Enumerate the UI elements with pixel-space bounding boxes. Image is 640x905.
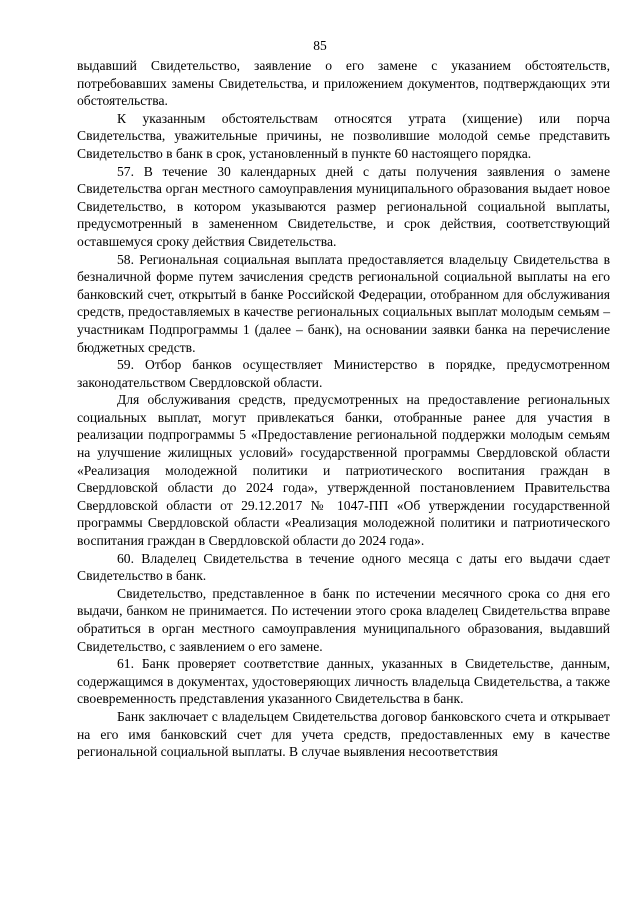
paragraph: Для обслуживания средств, предусмотренных на предоставление региональных социальных выплат, могут привлекаться банки, отобранные ранее для участия в реализации подпрограммы 5 «Предоставление региональной поддержки молодым семьям на улучшение жилищных условий» государственной программы Свердловской области «Реализация молодежной политики и патриотического воспитания граждан в Свердловской области до 2024 года», утвержденной постановлением Правительства Свердловской области от 29.12.2017 № 1047-ПП «Об утверждении государственной программы Свердловской области «Реализация молодежной политики и патриотического воспитания граждан в Свердловской области до 2024 года». (77, 392, 610, 549)
paragraph: Свидетельство, представленное в банк по истечении месячного срока со дня его выдачи, банком не принимается. По истечении этого срока владелец Свидетельства вправе обратиться в орган местного самоуправления муниципального образования, выдавший Свидетельство, с заявлением о его замене. (77, 585, 610, 654)
paragraph: Банк заключает с владельцем Свидетельства договор банковского счета и открывает на его имя банковский счет для учета средств, предоставленных ему в качестве региональной социальной выплаты. В случае выявления несоответствия (77, 708, 610, 760)
paragraph: выдавший Свидетельство, заявление о его замене с указанием обстоятельств, потребовавших замены Свидетельства, и приложением документов, подтверждающих эти обстоятельства. (77, 58, 610, 109)
paragraph-item-60: 60. Владелец Свидетельства в течение одного месяца с даты его выдачи сдает Свидетельство в банк. (77, 550, 610, 584)
paragraph: К указанным обстоятельствам относятся утрата (хищение) или порча Свидетельства, уважительные причины, не позволившие молодой семье представить Свидетельство в банк в срок, установленный в пункте 60 настоящего порядка. (77, 110, 610, 161)
paragraph-item-57: 57. В течение 30 календарных дней с даты получения заявления о замене Свидетельства орган местного самоуправления муниципального образования выдает новое Свидетельство, в котором указываются размер региональной социальной выплаты, предусмотренный в замененном Свидетельстве, и срок действия, соответствующий оставшемуся сроку действия Свидетельства. (77, 163, 610, 249)
paragraph-item-61: 61. Банк проверяет соответствие данных, указанных в Свидетельстве, данным, содержащимся в документах, удостоверяющих личность владельца Свидетельства, а также своевременность представления указанного Свидетельства в банк. (77, 656, 610, 707)
document-body (77, 57, 610, 761)
paragraph-item-59: 59. Отбор банков осуществляет Министерство в порядке, предусмотренном законодательством Свердловской области. (77, 357, 610, 390)
paragraph-item-58: 58. Региональная социальная выплата предоставляется владельцу Свидетельства в безналичной форме путем зачисления средств региональной социальной выплаты на его банковский счет, открытый в банке Российской Федерации, отобранном для обслуживания средств, предоставляемых в качестве региональных социальных выплат молодым семьям – участникам Подпрограммы 1 (далее – банк), на основании заявки банка на перечисление бюджетных средств. (77, 251, 610, 355)
page-number: 85 (313, 38, 327, 53)
